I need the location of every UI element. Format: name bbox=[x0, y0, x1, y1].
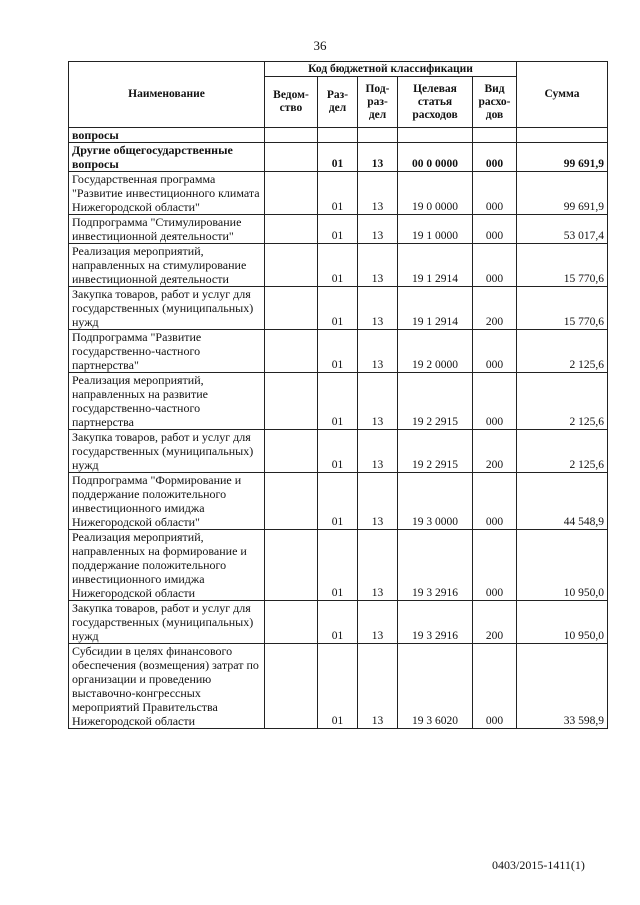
row-podrazdel-cell: 13 bbox=[358, 172, 398, 215]
row-vedomstvo-cell bbox=[265, 644, 318, 729]
table-row bbox=[69, 430, 608, 473]
row-podrazdel-cell: 13 bbox=[358, 373, 398, 430]
row-summa-cell: 15 770,6 bbox=[517, 244, 608, 287]
row-vid-cell: 000 bbox=[473, 244, 517, 287]
row-vedomstvo-cell bbox=[265, 473, 318, 530]
header-name: Наименование bbox=[69, 62, 265, 128]
header-razdel: Раз-дел bbox=[318, 77, 358, 128]
row-vedomstvo-cell bbox=[265, 330, 318, 373]
row-celevaya-cell: 19 2 0000 bbox=[398, 330, 473, 373]
row-podrazdel-cell bbox=[358, 128, 398, 143]
table-row bbox=[69, 601, 608, 644]
row-vedomstvo-cell bbox=[265, 215, 318, 244]
row-summa-cell: 10 950,0 bbox=[517, 530, 608, 601]
table-row bbox=[69, 330, 608, 373]
row-summa-cell: 15 770,6 bbox=[517, 287, 608, 330]
row-vid-cell: 000 bbox=[473, 172, 517, 215]
row-vedomstvo-cell bbox=[265, 430, 318, 473]
row-razdel-cell: 01 bbox=[318, 287, 358, 330]
row-vedomstvo-cell bbox=[265, 601, 318, 644]
row-vid-cell: 000 bbox=[473, 530, 517, 601]
row-celevaya-cell: 19 1 0000 bbox=[398, 215, 473, 244]
row-summa-cell: 99 691,9 bbox=[517, 143, 608, 172]
row-razdel-cell: 01 bbox=[318, 143, 358, 172]
row-name-cell: Закупка товаров, работ и услуг для государственных (муниципальных) нужд bbox=[69, 287, 265, 330]
row-razdel-cell: 01 bbox=[318, 473, 358, 530]
row-summa-cell: 2 125,6 bbox=[517, 430, 608, 473]
row-celevaya-cell: 19 3 2916 bbox=[398, 601, 473, 644]
row-name-cell: Реализация мероприятий, направленных на развитие государственно-частного партнерства bbox=[69, 373, 265, 430]
row-podrazdel-cell: 13 bbox=[358, 601, 398, 644]
table-row bbox=[69, 473, 608, 530]
row-celevaya-cell: 19 0 0000 bbox=[398, 172, 473, 215]
row-vedomstvo-cell bbox=[265, 287, 318, 330]
row-summa-cell: 99 691,9 bbox=[517, 172, 608, 215]
row-celevaya-cell: 19 3 6020 bbox=[398, 644, 473, 729]
row-name-cell: Закупка товаров, работ и услуг для государственных (муниципальных) нужд bbox=[69, 601, 265, 644]
row-vid-cell: 000 bbox=[473, 373, 517, 430]
row-name-cell: Реализация мероприятий, направленных на формирование и поддержание положительного инвестиционного имиджа Нижегородской области bbox=[69, 530, 265, 601]
header-summa: Сумма bbox=[517, 62, 608, 128]
table-body bbox=[69, 128, 608, 729]
row-podrazdel-cell: 13 bbox=[358, 530, 398, 601]
row-razdel-cell: 01 bbox=[318, 172, 358, 215]
row-name-cell: Подпрограмма "Развитие государственно-частного партнерства" bbox=[69, 330, 265, 373]
row-vedomstvo-cell bbox=[265, 530, 318, 601]
row-podrazdel-cell: 13 bbox=[358, 287, 398, 330]
row-summa-cell: 2 125,6 bbox=[517, 373, 608, 430]
table-row bbox=[69, 644, 608, 729]
row-vedomstvo-cell bbox=[265, 172, 318, 215]
row-razdel-cell: 01 bbox=[318, 530, 358, 601]
row-summa-cell: 2 125,6 bbox=[517, 330, 608, 373]
row-vid-cell: 000 bbox=[473, 473, 517, 530]
row-celevaya-cell: 19 3 0000 bbox=[398, 473, 473, 530]
table-row bbox=[69, 128, 608, 143]
row-podrazdel-cell: 13 bbox=[358, 644, 398, 729]
row-name-cell: Закупка товаров, работ и услуг для государственных (муниципальных) нужд bbox=[69, 430, 265, 473]
row-celevaya-cell bbox=[398, 128, 473, 143]
row-vid-cell: 200 bbox=[473, 287, 517, 330]
row-summa-cell: 10 950,0 bbox=[517, 601, 608, 644]
header-celevaya: Целевая статья расходов bbox=[398, 77, 473, 128]
row-name-cell: Государственная программа "Развитие инвестиционного климата Нижегородской области" bbox=[69, 172, 265, 215]
row-summa-cell: 33 598,9 bbox=[517, 644, 608, 729]
table-row bbox=[69, 172, 608, 215]
row-razdel-cell: 01 bbox=[318, 644, 358, 729]
row-razdel-cell: 01 bbox=[318, 601, 358, 644]
row-razdel-cell: 01 bbox=[318, 244, 358, 287]
row-vid-cell: 000 bbox=[473, 644, 517, 729]
row-podrazdel-cell: 13 bbox=[358, 430, 398, 473]
row-celevaya-cell: 19 1 2914 bbox=[398, 287, 473, 330]
row-name-cell: Субсидии в целях финансового обеспечения (возмещения) затрат по организации и проведению выставочно-конгрессных мероприятий Правительства Нижегородской области bbox=[69, 644, 265, 729]
row-name-cell: Реализация мероприятий, направленных на стимулирование инвестиционной деятельности bbox=[69, 244, 265, 287]
row-razdel-cell: 01 bbox=[318, 430, 358, 473]
row-summa-cell: 44 548,9 bbox=[517, 473, 608, 530]
row-summa-cell bbox=[517, 128, 608, 143]
row-podrazdel-cell: 13 bbox=[358, 143, 398, 172]
row-name-cell: Подпрограмма "Формирование и поддержание положительного инвестиционного имиджа Нижегородской области" bbox=[69, 473, 265, 530]
row-vid-cell: 000 bbox=[473, 330, 517, 373]
table-row bbox=[69, 373, 608, 430]
table-row bbox=[69, 244, 608, 287]
row-celevaya-cell: 19 3 2916 bbox=[398, 530, 473, 601]
table-row bbox=[69, 215, 608, 244]
row-celevaya-cell: 19 2 2915 bbox=[398, 373, 473, 430]
row-vid-cell bbox=[473, 128, 517, 143]
row-celevaya-cell: 19 1 2914 bbox=[398, 244, 473, 287]
header-classification-group: Код бюджетной классификации bbox=[265, 62, 517, 77]
row-razdel-cell: 01 bbox=[318, 215, 358, 244]
header-vedomstvo: Ведом-ство bbox=[265, 77, 318, 128]
header-vid: Вид расхо-дов bbox=[473, 77, 517, 128]
row-name-cell: Другие общегосударственные вопросы bbox=[69, 143, 265, 172]
row-podrazdel-cell: 13 bbox=[358, 330, 398, 373]
row-vid-cell: 200 bbox=[473, 430, 517, 473]
row-podrazdel-cell: 13 bbox=[358, 244, 398, 287]
row-razdel-cell: 01 bbox=[318, 373, 358, 430]
header-podrazdel: Под-раз-дел bbox=[358, 77, 398, 128]
row-vedomstvo-cell bbox=[265, 128, 318, 143]
row-vid-cell: 000 bbox=[473, 215, 517, 244]
budget-table bbox=[68, 61, 608, 729]
table-row bbox=[69, 143, 608, 172]
row-celevaya-cell: 19 2 2915 bbox=[398, 430, 473, 473]
row-vedomstvo-cell bbox=[265, 143, 318, 172]
table-row bbox=[69, 287, 608, 330]
row-vid-cell: 000 bbox=[473, 143, 517, 172]
page-number: 36 bbox=[313, 38, 327, 53]
row-summa-cell: 53 017,4 bbox=[517, 215, 608, 244]
row-name-cell: Подпрограмма "Стимулирование инвестиционной деятельности" bbox=[69, 215, 265, 244]
row-vid-cell: 200 bbox=[473, 601, 517, 644]
row-name-cell: вопросы bbox=[69, 128, 265, 143]
row-vedomstvo-cell bbox=[265, 373, 318, 430]
row-podrazdel-cell: 13 bbox=[358, 473, 398, 530]
row-razdel-cell: 01 bbox=[318, 330, 358, 373]
table-row bbox=[69, 530, 608, 601]
row-celevaya-cell: 00 0 0000 bbox=[398, 143, 473, 172]
row-razdel-cell bbox=[318, 128, 358, 143]
row-podrazdel-cell: 13 bbox=[358, 215, 398, 244]
document-code: 0403/2015-1411(1) bbox=[492, 858, 585, 872]
row-vedomstvo-cell bbox=[265, 244, 318, 287]
